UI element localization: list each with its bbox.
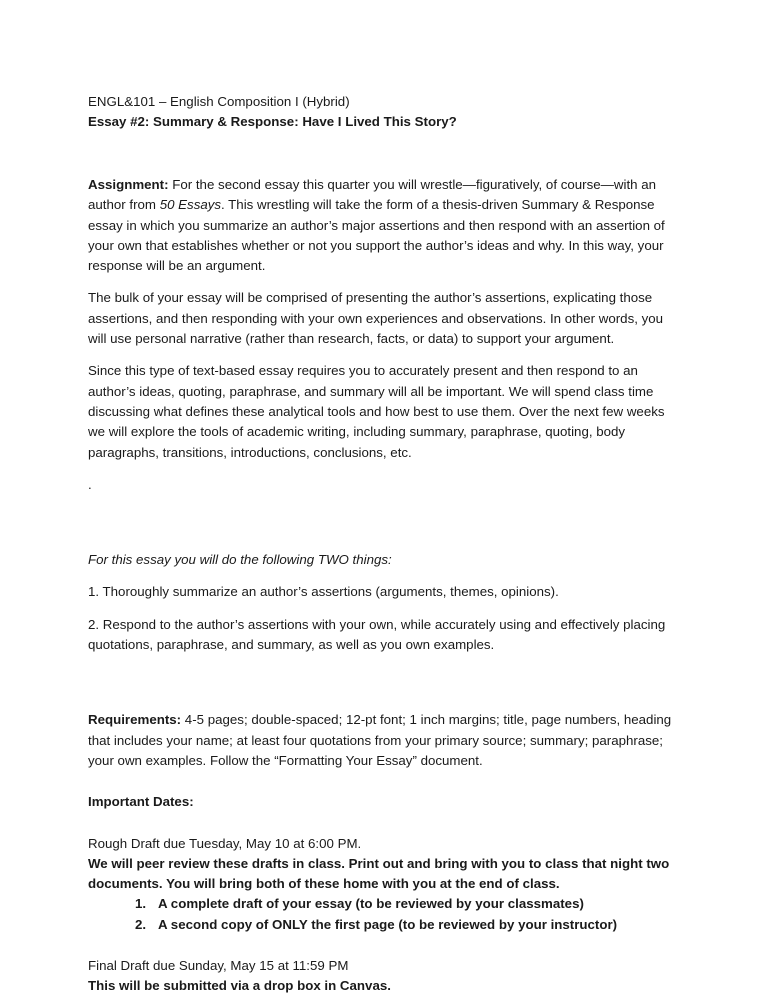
spacer: [88, 276, 680, 288]
two-things-heading: For this essay you will do the following TWO things:: [88, 552, 392, 568]
list-item-number: 2.: [135, 916, 147, 932]
peer-review-line: We will peer review these drafts in class. Print out and bring with you to class that night two documents. You will bring both of these home with you at the end of class.: [88, 855, 670, 892]
list-item: [135, 915, 680, 935]
spacer: [88, 771, 680, 792]
requirements-text: 4-5 pages; double-spaced; 12-pt font; 1 inch margins; title, page numbers, heading that includes your name; at least four quotations from your primary source; summary; paraphrase; your own examples. Follow the “Formatting Your Essay” document.: [88, 712, 672, 768]
spacer: [88, 463, 680, 475]
draft-documents-list: [88, 894, 680, 935]
list-item-one: 1. Thoroughly summarize an author’s assertions (arguments, themes, opinions).: [88, 584, 559, 600]
spacer: [88, 495, 680, 550]
list-item-label: A complete draft of your essay (to be reviewed by your classmates): [158, 896, 584, 912]
spacer: [88, 655, 680, 710]
requirements-label: Requirements:: [88, 712, 182, 728]
document-body: [88, 92, 680, 997]
book-title-50-essays: 50 Essays: [159, 197, 222, 213]
stray-period: .: [88, 476, 92, 492]
spacer: [88, 131, 680, 175]
important-dates-heading: Important Dates:: [88, 794, 194, 810]
submission-line: This will be submitted via a drop box in Canvas.: [88, 978, 391, 994]
spacer: [88, 603, 680, 615]
essay-title: Essay #2: Summary & Response: Have I Lived This Story?: [88, 113, 457, 129]
list-item-number: 1.: [135, 896, 147, 912]
list-item-label: A second copy of ONLY the first page (to be reviewed by your instructor): [158, 916, 618, 932]
assignment-label: Assignment:: [88, 177, 169, 192]
assignment-paragraph: [88, 175, 680, 276]
assignment-text-before: For the second essay this quarter you will wrestle—figuratively, of course—with an author from: [88, 177, 657, 213]
rough-draft-line: Rough Draft due Tuesday, May 10 at 6:00 PM.: [88, 835, 362, 851]
spacer: [88, 570, 680, 582]
assignment-text-after: . This wrestling will take the form of a thesis-driven Summary & Response essay in which you summarize an author’s major assertions and then respond with an assertion of your own that establishes whether or not you support the author’s ideas and why. In this way, your response will be an argument.: [88, 197, 665, 274]
paragraph-since: Since this type of text-based essay requires you to accurately present and then respond to an author’s ideas, quoting, paraphrase, and summary will all be important. We will spend class time discussing what defines these analytical tools and how best to use them. Over the next few weeks we will explore the tools of academic writing, including summary, paraphrase, quoting, body paragraphs, transitions, introductions, conclusions, etc.: [88, 363, 665, 460]
list-item-two: 2. Respond to the author’s assertions with your own, while accurately using and effectively placing quotations, paraphrase, and summary, as well as you own examples.: [88, 616, 666, 653]
paragraph-bulk: The bulk of your essay will be comprised of presenting the author’s assertions, explicating those assertions, and then responding with your own experiences and observations. In other words, you will use personal narrative (rather than research, facts, or data) to support your argument.: [88, 290, 664, 347]
spacer: [88, 935, 680, 956]
course-line: ENGL&101 – English Composition I (Hybrid): [88, 94, 350, 109]
spacer: [88, 813, 680, 834]
final-draft-line: Final Draft due Sunday, May 15 at 11:59 PM: [88, 958, 349, 974]
requirements-paragraph: [88, 710, 680, 771]
spacer: [88, 349, 680, 361]
list-item: [135, 894, 680, 914]
